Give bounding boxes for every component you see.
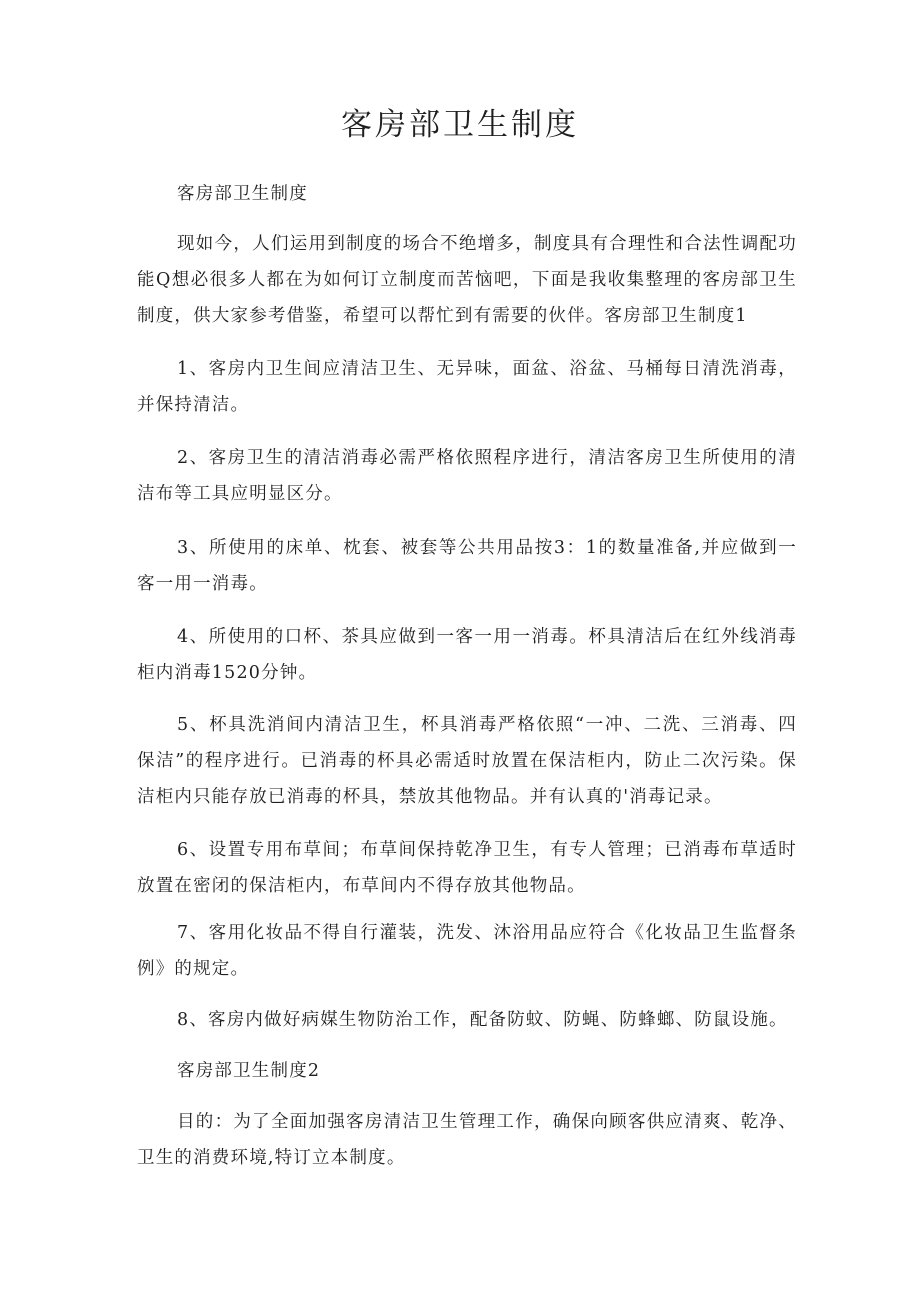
rule-item-8: 8、客房内做好病媒生物防治工作，配备防蚊、防蝇、防蜂螂、防鼠设施。 xyxy=(177,1010,788,1030)
document-title: 客房部卫生制度 xyxy=(341,107,579,143)
rule-item-5: 5、杯具洗消间内清洁卫生，杯具消毒严格依照“一冲、二洗、三消毒、四保洁”的程序进行。已消毒的杯具必需适时放置在保洁柜内，防止二次污染。保洁柜内只能存放已消毒的杯具，禁放其他物品。并有认真的'消毒记录。 xyxy=(137,715,797,807)
section2-purpose: 目的：为了全面加强客房清洁卫生管理工作，确保向顾客供应清爽、乾净、卫生的消费环境,特订立本制度。 xyxy=(137,1112,797,1168)
rule-item-1: 1、客房内卫生间应清洁卫生、无异味，面盆、浴盆、马桶每日清洗消毒，并保持清洁。 xyxy=(137,359,797,415)
rule-item-4: 4、所使用的口杯、茶具应做到一客一用一消毒。杯具清洁后在红外线消毒柜内消毒1520分钟。 xyxy=(137,627,797,683)
intro-paragraph: 现如今，人们运用到制度的场合不绝增多，制度具有合理性和合法性调配功能Q想必很多人都在为如何订立制度而苦恼吧，下面是我收集整理的客房部卫生制度，供大家参考借鉴，希望可以帮忙到有需要的伙伴。客房部卫生制度1 xyxy=(137,234,797,326)
document-subtitle: 客房部卫生制度 xyxy=(177,184,308,204)
rule-item-7: 7、客用化妆品不得自行灌装，洗发、沐浴用品应符合《化妆品卫生监督条例》的规定。 xyxy=(137,923,797,979)
section2-heading: 客房部卫生制度2 xyxy=(177,1061,321,1081)
rule-item-6: 6、设置专用布草间；布草间保持乾净卫生，有专人管理；已消毒布草适时放置在密闭的保洁柜内，布草间内不得存放其他物品。 xyxy=(137,840,797,896)
rule-item-3: 3、所使用的床单、枕套、被套等公共用品按3：1的数量准备,并应做到一客一用一消毒。 xyxy=(137,538,797,594)
rule-item-2: 2、客房卫生的清洁消毒必需严格依照程序进行，清洁客房卫生所使用的清洁布等工具应明显区分。 xyxy=(137,448,797,504)
